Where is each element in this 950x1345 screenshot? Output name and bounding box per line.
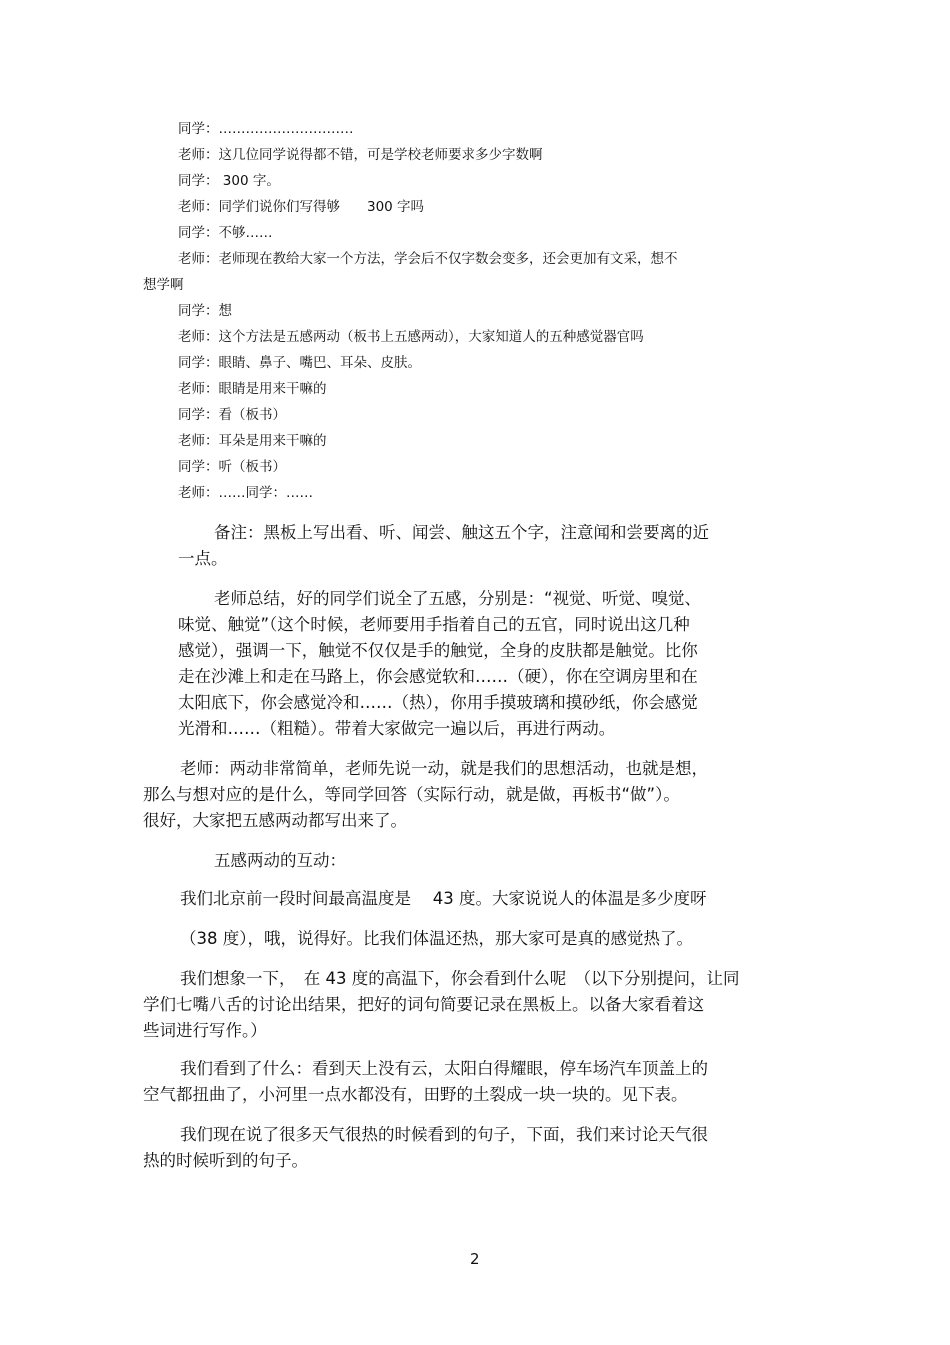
paragraph-line: 太阳底下，你会感觉冷和……（热），你用手摸玻璃和摸砂纸，你会感觉 <box>178 693 698 712</box>
paragraph-line: （38 度），哦，说得好。比我们体温还热，那大家可是真的感觉热了。 <box>180 929 693 948</box>
section-heading: 五感两动的互动： <box>214 851 346 870</box>
paragraph-line: 老师：两动非常简单，老师先说一动，就是我们的思想活动，也就是想， <box>180 759 708 778</box>
dialogue-line: 老师：……同学：…… <box>178 485 313 501</box>
paragraph-line: 我们想象一下， 在 43 度的高温下，你会看到什么呢 （以下分别提问，让同 <box>180 969 740 988</box>
dialogue-line: 想学啊 <box>143 277 184 293</box>
paragraph-line: 光滑和……（粗糙）。带着大家做完一遍以后，再进行两动。 <box>178 719 616 738</box>
paragraph-line: 热的时候听到的句子。 <box>143 1151 308 1170</box>
paragraph-line: 我们北京前一段时间最高温度是 43 度。大家说说人的体温是多少度呀 <box>180 889 707 908</box>
paragraph-line: 我们现在说了很多天气很热的时候看到的句子，下面，我们来讨论天气很 <box>180 1125 708 1144</box>
dialogue-line: 老师：老师现在教给大家一个方法，学会后不仅字数会变多，还会更加有文采，想不 <box>178 251 678 267</box>
dialogue-line: 老师：这几位同学说得都不错，可是学校老师要求多少字数啊 <box>178 147 543 163</box>
paragraph-line: 些词进行写作。） <box>143 1021 267 1040</box>
paragraph-line: 老师总结，好的同学们说全了五感，分别是：“视觉、听觉、嗅觉、 <box>214 589 702 608</box>
dialogue-line: 同学：不够…… <box>178 225 273 241</box>
dialogue-line: 同学：………………………… <box>178 121 354 137</box>
paragraph-line: 我们看到了什么：看到天上没有云，太阳白得耀眼，停车场汽车顶盖上的 <box>180 1059 708 1078</box>
dialogue-line: 同学：看（板书） <box>178 407 286 423</box>
paragraph-line: 很好，大家把五感两动都写出来了。 <box>143 811 407 830</box>
paragraph-line: 备注：黑板上写出看、听、闻尝、触这五个字，注意闻和尝要离的近 <box>214 523 709 542</box>
page-number: 2 <box>470 1250 480 1268</box>
dialogue-line: 同学：听（板书） <box>178 459 286 475</box>
paragraph-line: 空气都扭曲了，小河里一点水都没有，田野的土裂成一块一块的。见下表。 <box>143 1085 688 1104</box>
dialogue-line: 同学： 300 字。 <box>178 173 280 189</box>
dialogue-line: 老师：耳朵是用来干嘛的 <box>178 433 327 449</box>
dialogue-line: 同学：眼睛、鼻子、嘴巴、耳朵、皮肤。 <box>178 355 421 371</box>
paragraph-line: 一点。 <box>178 549 228 568</box>
paragraph-line: 走在沙滩上和走在马路上，你会感觉软和……（硬），你在空调房里和在 <box>178 667 698 686</box>
dialogue-line: 老师：这个方法是五感两动（板书上五感两动），大家知道人的五种感觉器官吗 <box>178 329 644 345</box>
paragraph-line: 感觉），强调一下，触觉不仅仅是手的触觉，全身的皮肤都是触觉。比你 <box>178 641 698 660</box>
dialogue-line: 老师：同学们说你们写得够 300 字吗 <box>178 199 425 215</box>
paragraph-line: 那么与想对应的是什么，等同学回答（实际行动，就是做，再板书“做”）。 <box>143 785 680 804</box>
dialogue-line: 老师：眼睛是用来干嘛的 <box>178 381 327 397</box>
paragraph-line: 学们七嘴八舌的讨论出结果，把好的词句简要记录在黑板上。以备大家看着这 <box>143 995 704 1014</box>
paragraph-line: 味觉、触觉”（这个时候，老师要用手指着自己的五官，同时说出这几种 <box>178 615 690 634</box>
dialogue-line: 同学：想 <box>178 303 232 319</box>
